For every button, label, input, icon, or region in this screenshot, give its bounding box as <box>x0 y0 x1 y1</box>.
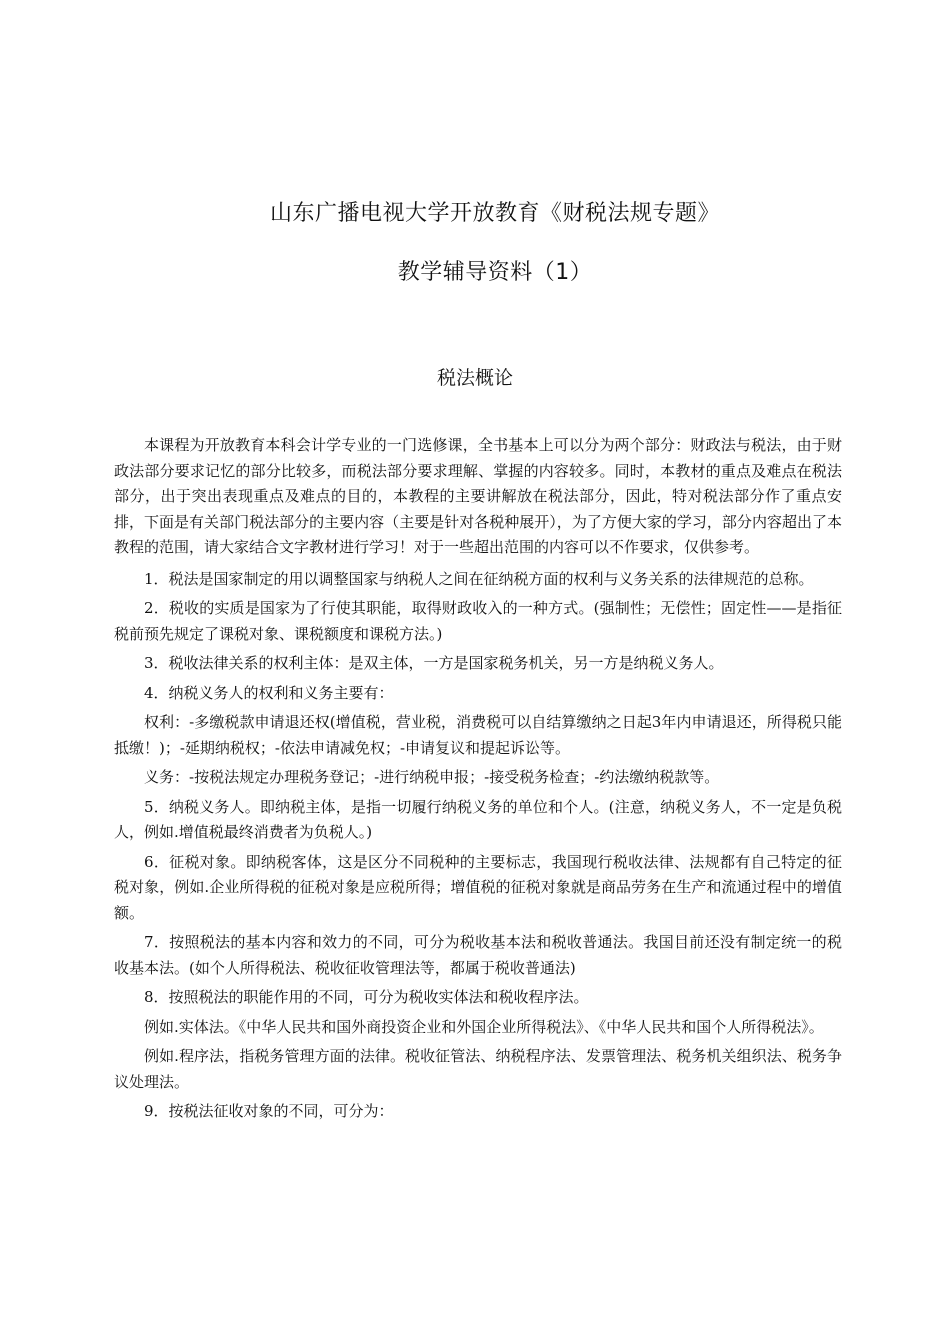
paragraph-9: 9．按税法征收对象的不同，可分为： <box>144 1102 394 1120</box>
document-title: 山东广播电视大学开放教育《财税法规专题》 <box>269 201 720 226</box>
document-body <box>114 433 842 1129</box>
section-title: 税法概论 <box>436 367 513 389</box>
paragraph-rights: 权利：-多缴税款申请退还权(增值税，营业税，消费税可以自结算缴纳之日起3年内申请退还，所得税只能抵缴！)；-延期纳税权；-依法申请减免权；-申请复议和提起诉讼等。 <box>114 713 842 757</box>
paragraph-2: 2．税收的实质是国家为了行使其职能，取得财政收入的一种方式。(强制性；无偿性；固定性——是指征税前预先规定了课税对象、课税额度和课税方法。) <box>114 599 842 643</box>
paragraph-7: 7．按照税法的基本内容和效力的不同，可分为税收基本法和税收普通法。我国目前还没有制定统一的税收基本法。(如个人所得税法、税收征收管理法等，都属于税收普通法) <box>114 933 842 977</box>
paragraph-obligations: 义务：-按税法规定办理税务登记；-进行纳税申报；-接受税务检查；-约法缴纳税款等。 <box>144 768 720 786</box>
paragraph-5: 5．纳税义务人。即纳税主体，是指一切履行纳税义务的单位和个人。(注意，纳税义务人，不一定是负税人，例如.增值税最终消费者为负税人。) <box>114 797 842 841</box>
intro-paragraph: 本课程为开放教育本科会计学专业的一门选修课，全书基本上可以分为两个部分：财政法与税法，由于财政法部分要求记忆的部分比较多，而税法部分要求理解、掌握的内容较多。同时，本教材的重点及难点在税法部分，出于突出表现重点及难点的目的，本教程的主要讲解放在税法部分，因此，特对税法部分作了重点安排，下面是有关部门税法部分的主要内容（主要是针对各税种展开），为了方便大家的学习，部分内容超出了本教程的范围，请大家结合文字教材进行学习！对于一些超出范围的内容可以不作要求，仅供参考。 <box>114 436 842 556</box>
paragraph-6: 6．征税对象。即纳税客体，这是区分不同税种的主要标志，我国现行税收法律、法规都有自己特定的征税对象，例如.企业所得税的征税对象是应税所得；增值税的征税对象就是商品劳务在生产和流通过程中的增值额。 <box>114 852 842 922</box>
paragraph-4: 4．纳税义务人的权利和义务主要有： <box>144 683 394 702</box>
document-subtitle: 教学辅导资料（1） <box>397 260 593 285</box>
paragraph-procedural-law: 例如.程序法，指税务管理方面的法律。税收征管法、纳税程序法、发票管理法、税务机关组织法、税务争议处理法。 <box>114 1047 842 1091</box>
paragraph-1: 1．税法是国家制定的用以调整国家与纳税人之间在征纳税方面的权利与义务关系的法律规范的总称。 <box>144 569 814 588</box>
paragraph-substantive-law: 例如.实体法。《中华人民共和国外商投资企业和外国企业所得税法》、《中华人民共和国个人所得税法》。 <box>144 1017 824 1036</box>
paragraph-8: 8．按照税法的职能作用的不同，可分为税收实体法和税收程序法。 <box>144 988 589 1006</box>
paragraph-3: 3．税收法律关系的权利主体：是双主体，一方是国家税务机关，另一方是纳税义务人。 <box>144 654 724 672</box>
